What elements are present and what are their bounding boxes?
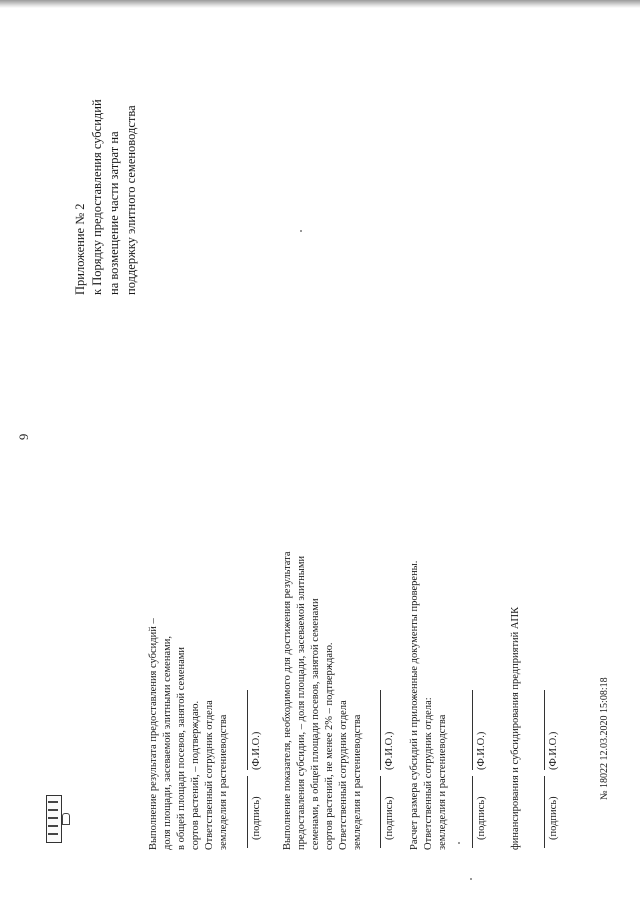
name-line (247, 690, 248, 770)
block1-line: Ответственный сотрудник отдела (204, 700, 215, 850)
name-label: (Ф.И.О.) (548, 731, 559, 770)
block2-line: предоставления субсидии, – доля площади, засеваемой элитными (296, 555, 307, 850)
signature-line (544, 776, 545, 848)
stamp-graphic (40, 795, 70, 843)
signature-label: (подпись) (251, 796, 262, 840)
block2-line: семенами, в общей площади посевов, занятой семенами (310, 598, 321, 850)
block3-line: Ответственный сотрудник отдела: (423, 697, 434, 850)
page-number: 9 (17, 433, 31, 440)
block2-line: Выполнение показателя, необходимого для достижения результата (282, 551, 293, 850)
appendix-line: на возмещение части затрат на (107, 131, 121, 295)
signature-line (380, 776, 381, 848)
block1-line: сортов растений, – подтверждаю. (190, 700, 201, 850)
name-line (472, 690, 473, 770)
signature-label: (подпись) (384, 796, 395, 840)
emblem-icon (62, 813, 70, 825)
registration-stamp: № 18022 12.03.2020 15:08:18 (599, 677, 610, 800)
block2-line: земледелия и растениеводства (352, 714, 363, 850)
name-label: (Ф.И.О.) (384, 731, 395, 770)
name-line (380, 690, 381, 770)
appendix-title: Приложение № 2 (73, 203, 87, 295)
block3-line: земледелия и растениеводства (437, 714, 448, 850)
block1-line: в общей площади посевов, занятой семенами (176, 646, 187, 850)
appendix-line: к Порядку предоставления субсидий (90, 99, 104, 295)
signature-line (247, 776, 248, 848)
block4-line: финансирования и субсидирования предприятий АПК (510, 606, 521, 850)
block3-line: Расчет размера субсидий и приложенные документы проверены. (409, 560, 420, 850)
signature-line (472, 776, 473, 848)
block2-line: Ответственный сотрудник отдела (338, 700, 349, 850)
scan-edge (0, 0, 640, 8)
scan-speck (300, 230, 302, 232)
signature-label: (подпись) (548, 796, 559, 840)
name-label: (Ф.И.О.) (476, 731, 487, 770)
block2-line: сортов растений, не менее 2% – подтверждаю. (324, 642, 335, 850)
block1-line: земледелия и растениеводства (218, 714, 229, 850)
signature-label: (подпись) (476, 796, 487, 840)
appendix-line: поддержку элитного семеноводства (124, 105, 138, 295)
name-line (544, 690, 545, 770)
name-label: (Ф.И.О.) (251, 731, 262, 770)
block1-line: Выполнение результата предоставления субсидий – (148, 618, 159, 850)
block1-line: доля площади, засеваемой элитными семенами, (162, 636, 173, 850)
scan-speck (458, 842, 460, 844)
scan-speck (470, 878, 472, 880)
